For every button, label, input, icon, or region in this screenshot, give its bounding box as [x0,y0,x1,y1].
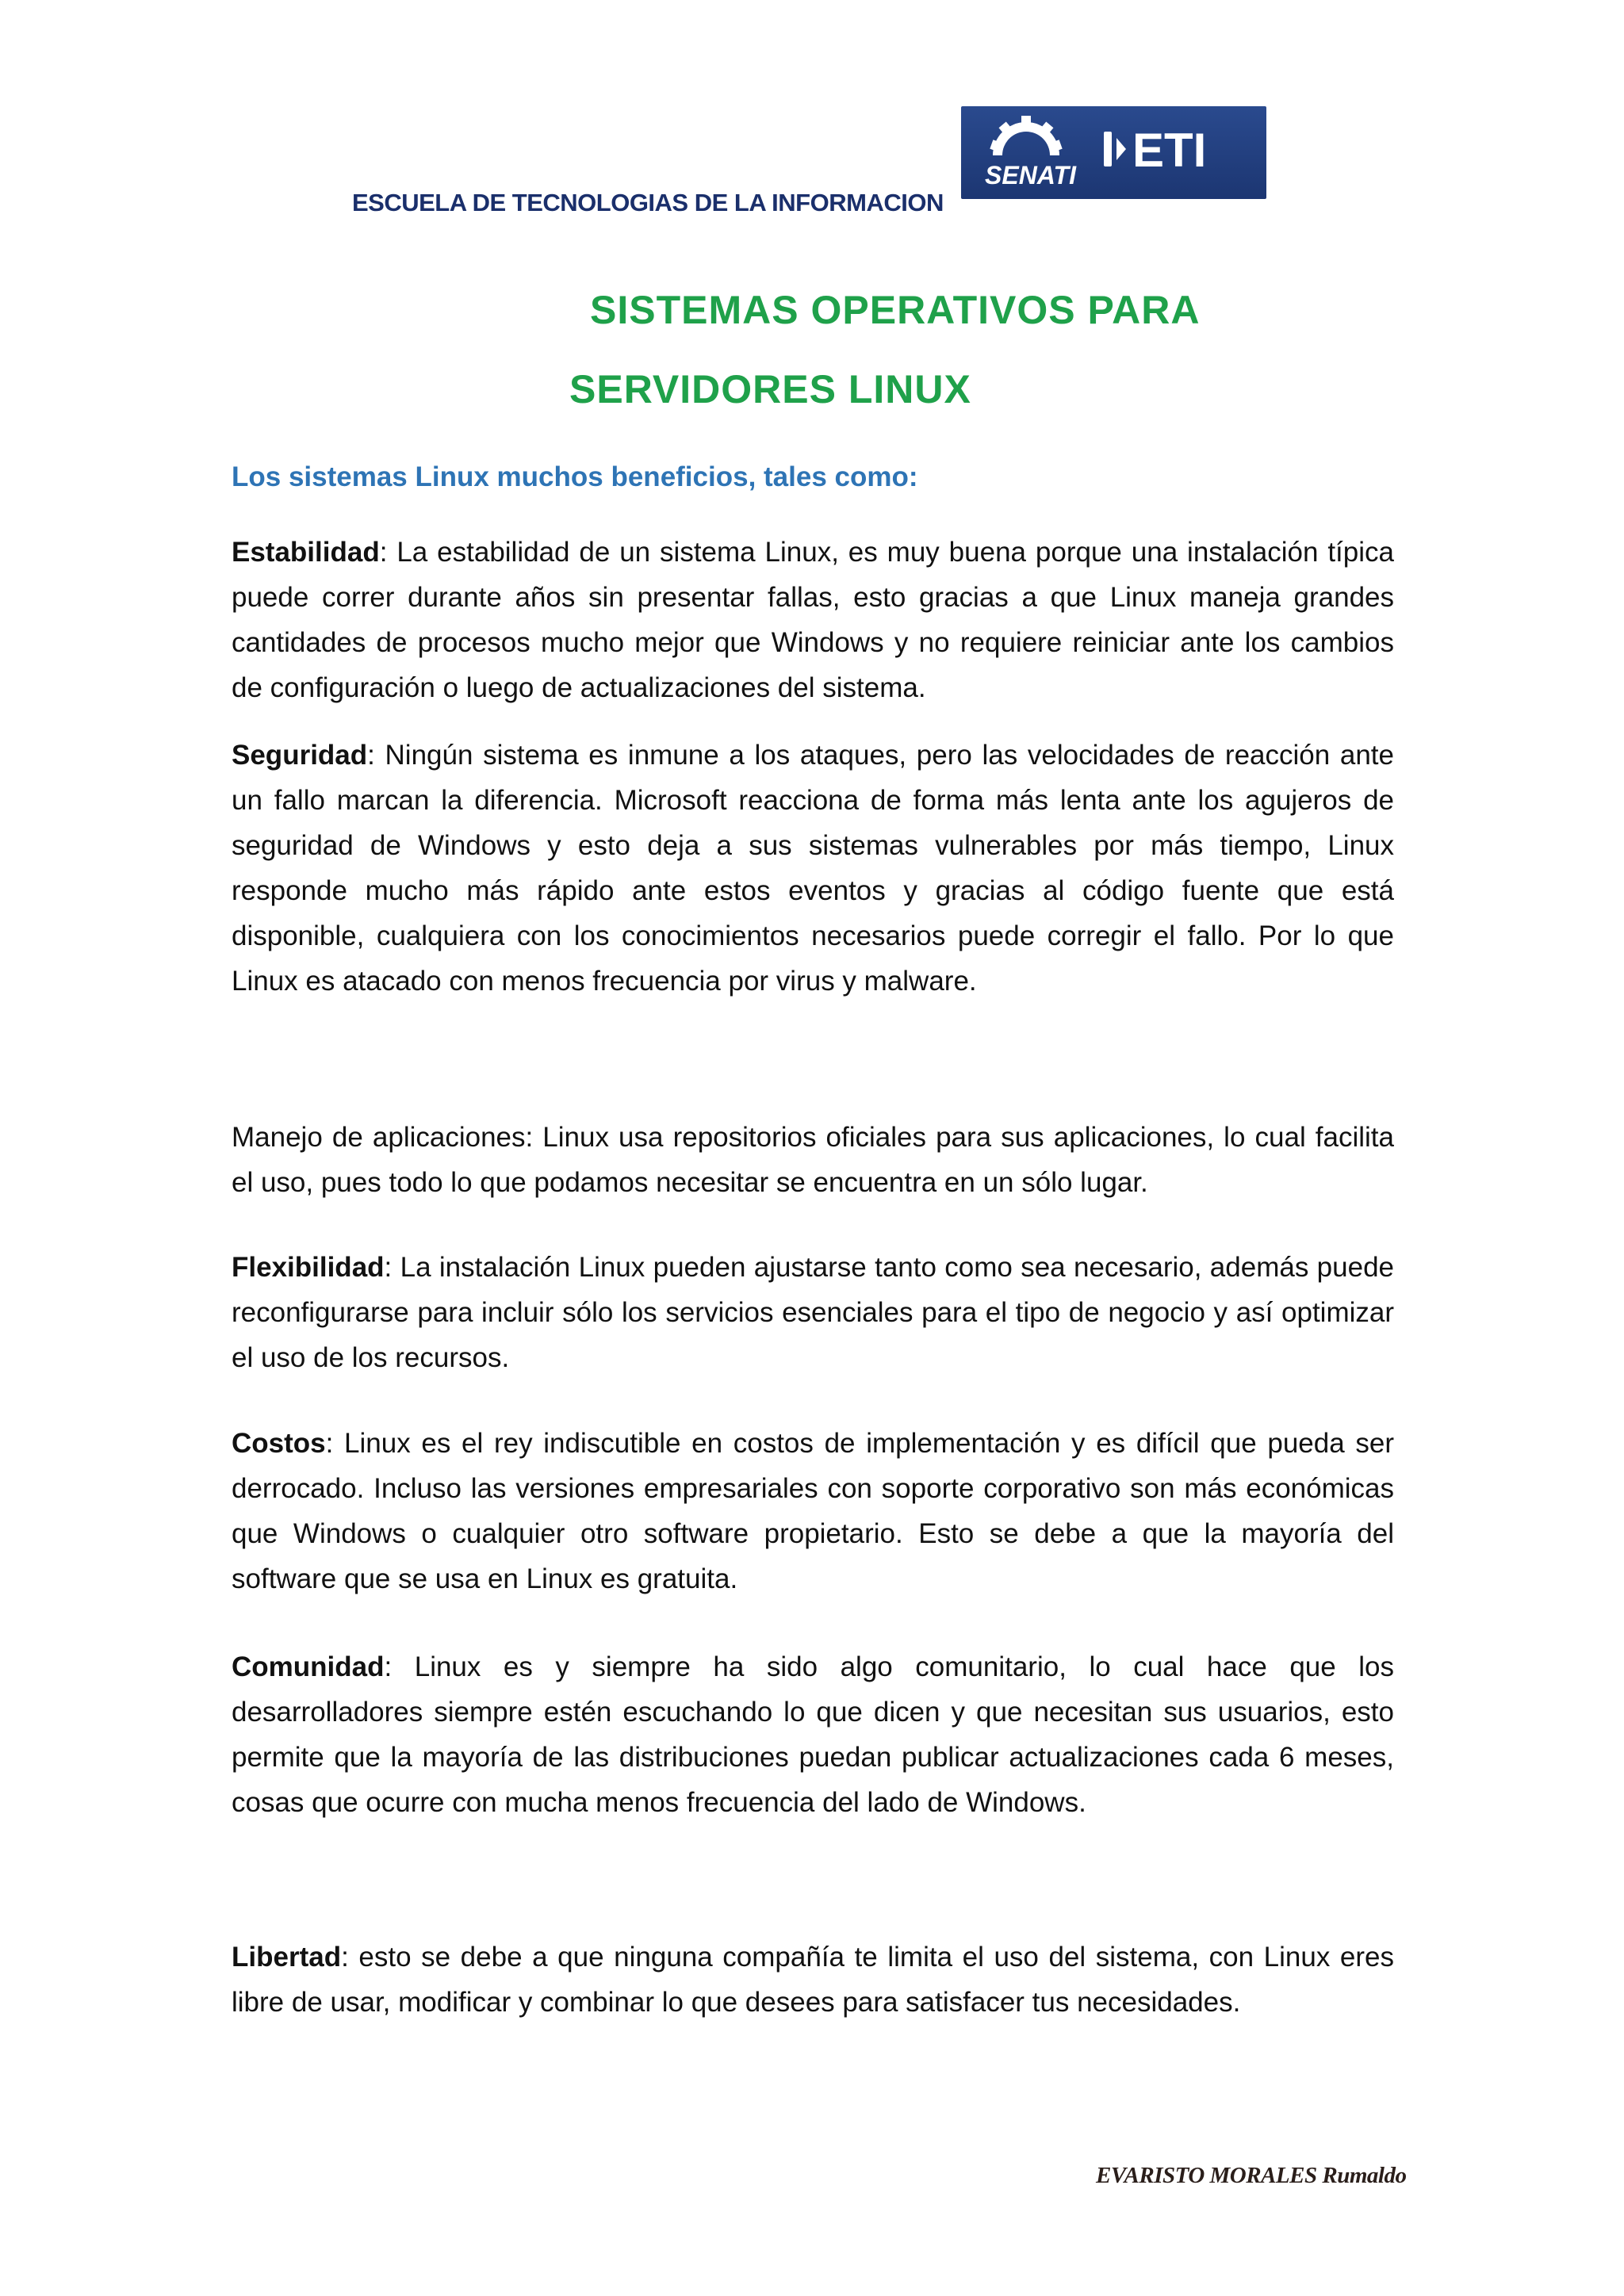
document-title-line-1: SISTEMAS OPERATIVOS PARA [590,288,1201,332]
paragraph-manejo-aplicaciones [232,1115,1394,1205]
paragraph-costos [232,1421,1394,1601]
paragraph-text: : esto se debe a que ninguna compañía te limita el uso del sistema, con Linux eres libre de usar, modificar y combinar lo que desees para satisfacer tus necesidades. [232,1942,1394,2018]
term-label: Libertad [232,1942,342,1973]
gear-logo-icon [961,106,1266,199]
intro-heading: Los sistemas Linux muchos beneficios, tales como: [232,461,918,492]
paragraph-flexibilidad [232,1245,1394,1380]
document-title-line-2: SERVIDORES LINUX [569,367,971,411]
paragraph-seguridad [232,733,1394,1004]
svg-text:ETI: ETI [1132,124,1207,177]
senati-eti-logo [961,106,1266,199]
term-label: Estabilidad [232,537,380,568]
paragraph-estabilidad [232,530,1394,710]
paragraph-text: : La instalación Linux pueden ajustarse tanto como sea necesario, además puede reconfigurarse para incluir sólo los servicios esenciales para el tipo de negocio y así optimizar el uso de los recursos. [232,1252,1394,1373]
paragraph-comunidad [232,1644,1394,1825]
term-label: Costos [232,1428,326,1459]
paragraph-text: : Ningún sistema es inmune a los ataques, pero las velocidades de reacción ante un fallo marcan la diferencia. Microsoft reacciona de forma más lenta ante los agujeros de seguridad de Windows y esto deja a sus sistemas vulnerables por más tiempo, Linux responde mucho más rápido ante estos eventos y gracias al código fuente que está disponible, cualquiera con los conocimientos necesarios puede corregir el fallo. Por lo que Linux es atacado con menos frecuencia por virus y malware. [232,740,1394,997]
paragraph-text: : Linux es y siempre ha sido algo comunitario, lo cual hace que los desarrolladores siempre estén escuchando lo que dicen y que necesitan sus usuarios, esto permite que la mayoría de las distribuciones puedan publicar actualizaciones cada 6 meses, cosas que ocurre con mucha menos frecuencia del lado de Windows. [232,1651,1394,1818]
paragraph-text: Manejo de aplicaciones: Linux usa repositorios oficiales para sus aplicaciones, lo cual facilita el uso, pues todo lo que podamos necesitar se encuentra en un sólo lugar. [232,1122,1394,1198]
author-signature: EVARISTO MORALES Rumaldo [1096,2163,1407,2188]
svg-text:SENATI: SENATI [985,161,1076,189]
term-label: Flexibilidad [232,1252,385,1283]
school-name: ESCUELA DE TECNOLOGIAS DE LA INFORMACION [352,189,944,216]
paragraph-text: : La estabilidad de un sistema Linux, es muy buena porque una instalación típica puede correr durante años sin presentar fallas, esto gracias a que Linux maneja grandes cantidades de procesos mucho mejor que Windows y no requiere reiniciar ante los cambios de configuración o luego de actualizaciones del sistema. [232,537,1394,703]
term-label: Seguridad [232,740,368,771]
paragraph-text: : Linux es el rey indiscutible en costos de implementación y es difícil que pueda ser derrocado. Incluso las versiones empresariales con soporte corporativo son más económicas que Windows o cualquier otro software propietario. Esto se debe a que la mayoría del software que se usa en Linux es gratuita. [232,1428,1394,1594]
paragraph-libertad [232,1934,1394,2025]
term-label: Comunidad [232,1651,385,1682]
